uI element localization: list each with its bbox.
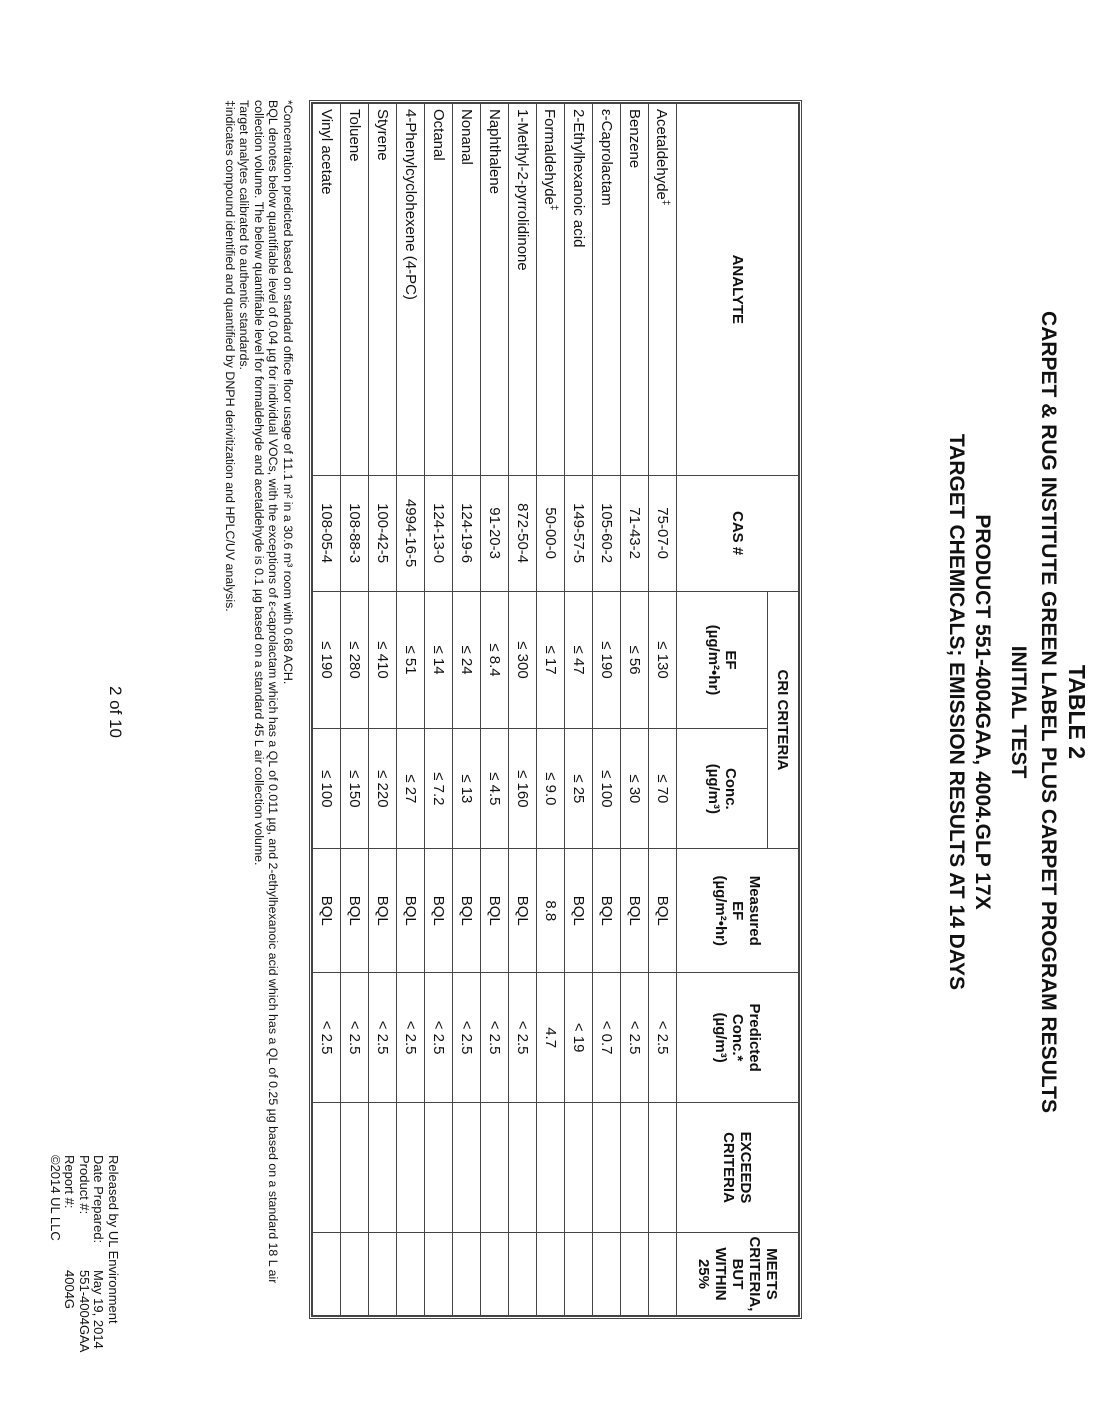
header-exceeds-criteria [677,1103,799,1233]
cell-analyte [537,104,565,476]
cell-measured-ef-text: BQL [486,895,503,926]
cell-predicted-conc [425,973,453,1103]
cell-cri-ef [593,591,621,729]
cell-analyte [593,104,621,476]
cell-analyte-text: 2-Ethylhexanoic acid [570,109,587,248]
cell-predicted-conc-text: < 2.5 [514,1020,531,1055]
cell-analyte [621,104,649,476]
copyright: ©2014 UL LLC [48,1155,63,1241]
table-row [453,104,481,1316]
table-row [593,104,621,1316]
release-block [48,1155,121,1352]
cell-predicted-conc [593,973,621,1103]
table-row [341,104,369,1316]
cell-cri-ef [621,591,649,729]
cell-measured-ef-text: BQL [514,895,531,926]
cell-exceeds [565,1103,593,1233]
cell-cri-ef [397,591,425,729]
cell-cri-ef [649,591,677,729]
cell-cas-text: 91-20-3 [486,507,503,559]
cell-cas-text: 124-19-6 [458,503,475,564]
header-cas: CAS # [677,475,799,591]
cell-cas-text: 872-50-4 [514,503,531,564]
cell-cri-conc [453,729,481,849]
cell-meets [481,1232,509,1315]
cell-predicted-conc [481,973,509,1103]
cell-measured-ef [509,849,537,973]
cell-predicted-conc [621,973,649,1103]
cell-cri-conc [509,729,537,849]
cell-predicted-conc-text: < 2.5 [626,1020,643,1055]
cell-analyte [341,104,369,476]
cell-cri-ef-text: ≤ 17 [542,645,559,675]
header-cri-ef [677,591,768,729]
cell-cri-conc [593,729,621,849]
cell-measured-ef-text: BQL [430,895,447,926]
product-value: 551-4004GAA [77,1270,92,1353]
cell-cas-text: 124-13-0 [430,503,447,564]
cell-meets [425,1232,453,1315]
cell-cri-ef [453,591,481,729]
cell-cri-conc [649,729,677,849]
cell-analyte [425,104,453,476]
cell-cri-conc [481,729,509,849]
cell-measured-ef [341,849,369,973]
cell-cri-ef [481,591,509,729]
cell-exceeds [313,1103,341,1233]
cell-predicted-conc-text: < 19 [570,1022,587,1053]
cell-predicted-conc [649,973,677,1103]
cell-meets [341,1232,369,1315]
cell-predicted-conc [537,973,565,1103]
cell-measured-ef [649,849,677,973]
cell-measured-ef [313,849,341,973]
cell-cas [621,475,649,591]
cell-cri-ef-text: ≤ 190 [598,641,615,679]
table-row [565,104,593,1316]
cell-measured-ef-text: BQL [374,895,391,926]
cell-predicted-conc-text: < 0.7 [598,1020,615,1055]
footnote-dnph: ‡indicates compound identified and quantified by DNPH derivitization and HPLC/UV analysis. [223,100,237,612]
cell-analyte-text: Styrene [374,109,391,161]
cell-predicted-conc-text: < 2.5 [346,1020,363,1055]
test-type-title: INITIAL TEST [1007,645,1030,779]
cell-cas-text: 108-88-3 [346,503,363,564]
cell-cas-text: 100-42-5 [374,503,391,564]
cell-meets [397,1232,425,1315]
header-measured-ef-line: (µg/m²•hr) [712,875,729,947]
cell-exceeds [369,1103,397,1233]
cell-predicted-conc-text: < 2.5 [486,1020,503,1055]
cell-cri-conc-text: ≤ 70 [654,774,671,804]
cell-cri-ef-text: ≤ 56 [626,645,643,675]
cell-meets [621,1232,649,1315]
cell-cri-ef-text: ≤ 24 [458,645,475,675]
cell-cas [341,475,369,591]
cell-meets [649,1232,677,1315]
cell-cri-conc-text: ≤ 220 [374,770,391,808]
cell-meets [537,1232,565,1315]
product-row [77,1155,92,1352]
cell-cri-ef-text: ≤ 410 [374,641,391,679]
cell-measured-ef-text: BQL [570,895,587,926]
cell-measured-ef [593,849,621,973]
cell-predicted-conc [509,973,537,1103]
cell-measured-ef [537,849,565,973]
header-meets-criteria [677,1232,799,1315]
date-label: Date Prepared: [91,1155,107,1244]
cell-cri-conc [397,729,425,849]
header-predicted-line: Conc.* [729,1013,746,1062]
cell-exceeds [593,1103,621,1233]
cell-analyte-text: Octanal [430,109,447,161]
cell-analyte [649,104,677,476]
cell-cas-text: 4994-16-5 [402,498,419,568]
cell-cri-ef [537,591,565,729]
report-label: Report #: [62,1155,78,1209]
dnph-marker: ‡ [660,199,672,206]
cell-cri-ef-text: ≤ 130 [654,641,671,679]
cell-cri-ef [369,591,397,729]
header-cri-criteria: CRI CRITERIA [768,591,799,849]
cell-exceeds [397,1103,425,1233]
cell-cas-text: 71-43-2 [626,507,643,559]
cell-cas-text: 149-57-5 [570,503,587,564]
cell-exceeds [509,1103,537,1233]
cell-cri-conc-text: ≤ 100 [318,770,335,808]
cell-cri-ef-text: ≤ 51 [402,645,419,675]
dnph-marker: ‡ [548,204,560,211]
cell-cri-conc-text: ≤ 160 [514,770,531,808]
cell-cas [481,475,509,591]
cell-analyte-text: 1-Methyl-2-pyrrolidinone [514,109,531,271]
header-measured-ef-line: EF [729,901,746,921]
table-row [313,104,341,1316]
cell-predicted-conc [341,973,369,1103]
header-meets-line: 25% [695,1258,712,1289]
cell-cas [397,475,425,591]
header-meets-line: CRITERIA, [746,1236,763,1312]
cell-cri-conc-text: ≤ 25 [570,774,587,804]
cell-meets [313,1232,341,1315]
results-table-frame [309,100,802,1319]
cell-cri-ef-text: ≤ 190 [318,641,335,679]
cell-analyte [397,104,425,476]
header-analyte: ANALYTE [677,104,799,476]
cell-measured-ef-text: BQL [598,895,615,926]
footnote-bql: BQL denotes below quantifiable level of 0.04 µg for individual VOCs, with the exceptions of ε-caprolactam which has a QL of 0.011 µg, and 2-ethylhexanoic acid which has a QL of 0.25 µg based on a standard 18 L air collection volume. The below quantifiable level for formaldehyde and acetaldehyde is 0.1 µg based on a standard 45 L air collection volume. [252,100,281,1284]
cell-exceeds [537,1103,565,1233]
cell-cas [453,475,481,591]
page-number: 2 of 10 [106,686,125,738]
cell-measured-ef-text: BQL [318,895,335,926]
cell-predicted-conc-text: < 2.5 [430,1020,447,1055]
cell-measured-ef-text: BQL [346,895,363,926]
table-number-title: TABLE 2 [1064,664,1090,760]
cell-measured-ef [481,849,509,973]
table-row [649,104,677,1316]
cell-cas [509,475,537,591]
cell-cas-text: 50-00-0 [542,507,559,559]
cell-meets [565,1232,593,1315]
cell-exceeds [425,1103,453,1233]
cell-cri-ef-text: ≤ 47 [570,645,587,675]
cell-meets [509,1232,537,1315]
cell-cas [369,475,397,591]
cell-predicted-conc-text: < 2.5 [654,1020,671,1055]
cell-cas [649,475,677,591]
table-row [369,104,397,1316]
cell-analyte-text: Vinyl acetate [318,109,335,195]
cell-meets [593,1232,621,1315]
cell-measured-ef [453,849,481,973]
cell-cas [313,475,341,591]
cell-cri-conc-text: ≤ 27 [402,774,419,804]
results-title: TARGET CHEMICALS; EMISSION RESULTS AT 14 DAYS [945,433,968,991]
table-row [537,104,565,1316]
cell-cri-conc-text: ≤ 9.0 [542,772,559,806]
cell-cas-text: 108-05-4 [318,503,335,564]
header-exceeds-line: EXCEEDS [737,1131,755,1204]
cell-cas [565,475,593,591]
table-row [425,104,453,1316]
cell-cri-ef [341,591,369,729]
cell-cas [425,475,453,591]
cell-analyte [565,104,593,476]
footnote-calibration: Target analytes calibrated to authentic standards. [237,100,252,371]
cell-analyte [509,104,537,476]
report-row [62,1155,77,1352]
cell-cri-conc-text: ≤ 30 [626,774,643,804]
results-table-body [313,104,677,1316]
cell-analyte-text: Acetaldehyde [653,109,671,200]
cell-cri-ef [425,591,453,729]
cell-analyte-text: Naphthalene [486,109,503,195]
cell-predicted-conc-text: < 2.5 [458,1020,475,1055]
table-row [509,104,537,1316]
cell-measured-ef-text: BQL [402,895,419,926]
cell-analyte-text: ε-Caprolactam [598,109,615,206]
cell-cri-ef [313,591,341,729]
cell-predicted-conc-text: < 2.5 [402,1020,419,1055]
cell-cri-conc-text: ≤ 100 [598,770,615,808]
cell-exceeds [621,1103,649,1233]
footnote-concentration: *Concentration predicted based on standard office floor usage of 11.1 m² in a 30.6 m³ room with 0.68 ACH. [281,100,295,685]
cell-cri-ef [565,591,593,729]
cell-measured-ef-text: BQL [654,895,671,926]
header-ef-line: EF [722,650,739,670]
cell-analyte [313,104,341,476]
cell-analyte-text: Formaldehyde [541,109,559,205]
cell-measured-ef [397,849,425,973]
cell-predicted-conc [313,973,341,1103]
cell-cri-ef [509,591,537,729]
cell-cas [593,475,621,591]
header-meets-line: BUT WITHIN [712,1247,746,1301]
header-measured-ef-line: Measured [746,875,763,946]
cell-analyte [481,104,509,476]
cell-meets [453,1232,481,1315]
cell-measured-ef [565,849,593,973]
cell-cri-ef-text: ≤ 300 [514,641,531,679]
product-title: PRODUCT 551-4004GAA, 4004.GLP 17X [971,514,994,910]
cell-cri-conc [537,729,565,849]
cell-analyte-text: Toluene [346,109,363,162]
cell-measured-ef [425,849,453,973]
cell-cri-conc [341,729,369,849]
cell-analyte [369,104,397,476]
header-meets-line: MEETS [763,1248,780,1300]
cell-cri-ef-text: ≤ 14 [430,645,447,675]
date-value: May 19, 2014 [91,1270,107,1349]
table-row [397,104,425,1316]
cell-meets [369,1232,397,1315]
cell-cri-conc [425,729,453,849]
product-label: Product #: [77,1155,92,1215]
cell-measured-ef-text: BQL [458,895,475,926]
header-ef-line: (µg/m²•hr) [705,624,722,696]
cell-cas [537,475,565,591]
cell-analyte-text: 4-Phenylcyclohexene (4-PC) [402,109,419,300]
cell-cri-conc-text: ≤ 7.2 [430,772,447,806]
header-predicted-conc [677,973,799,1103]
cell-predicted-conc-text: < 2.5 [318,1020,335,1055]
released-by: Released by UL Environment [106,1155,121,1324]
table-row [621,104,649,1316]
cell-analyte-text: Benzene [626,109,643,169]
results-table [312,103,799,1316]
cell-exceeds [453,1103,481,1233]
cell-cas-text: 75-07-0 [654,507,671,559]
cell-predicted-conc [453,973,481,1103]
cell-exceeds [481,1103,509,1233]
cell-predicted-conc-text: < 2.5 [374,1020,391,1055]
cell-analyte-text: Nonanal [458,109,475,165]
date-row [91,1155,106,1352]
cell-cri-conc [565,729,593,849]
cell-cri-ef-text: ≤ 280 [346,641,363,679]
cell-measured-ef [621,849,649,973]
cell-cri-conc [621,729,649,849]
cell-cri-conc [369,729,397,849]
cell-cas-text: 105-60-2 [598,503,615,564]
header-predicted-line: (µg/m³) [712,1012,729,1063]
program-title: CARPET & RUG INSTITUTE GREEN LABEL PLUS CARPET PROGRAM RESULTS [1037,311,1060,1113]
cell-predicted-conc [397,973,425,1103]
header-conc-line: Conc. [722,768,739,810]
cell-predicted-conc [565,973,593,1103]
cell-cri-conc [313,729,341,849]
cell-cri-conc-text: ≤ 4.5 [486,772,503,806]
header-cri-conc [677,729,768,849]
header-predicted-line: Predicted [746,1003,763,1072]
cell-cri-conc-text: ≤ 150 [346,770,363,808]
cell-cri-conc-text: ≤ 13 [458,774,475,804]
cell-cri-ef-text: ≤ 8.4 [486,643,503,677]
header-exceeds-line: CRITERIA [720,1132,738,1203]
table-row [481,104,509,1316]
cell-exceeds [649,1103,677,1233]
cell-predicted-conc-text: 4.7 [542,1027,559,1049]
cell-predicted-conc [369,973,397,1103]
cell-exceeds [341,1103,369,1233]
footnotes [223,100,296,1330]
cell-measured-ef [369,849,397,973]
header-conc-line: (µg/m³) [705,763,722,815]
header-measured-ef [677,849,799,973]
cell-measured-ef-text: 8.8 [542,900,559,922]
report-value: 4004G [62,1270,78,1310]
cell-measured-ef-text: BQL [626,895,643,926]
cell-analyte [453,104,481,476]
